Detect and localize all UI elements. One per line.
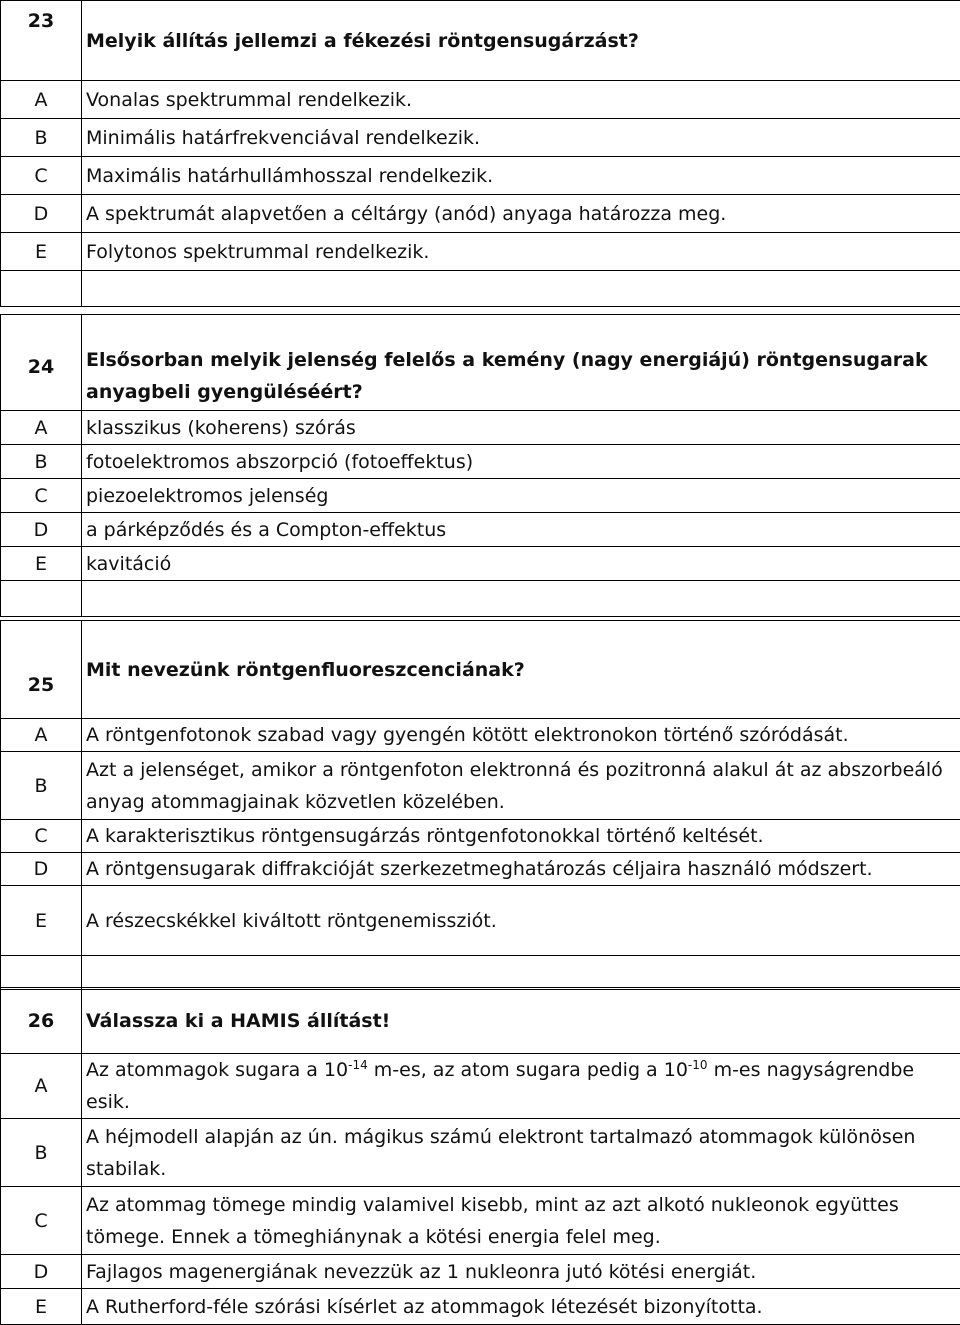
option-key: D: [1, 853, 82, 886]
exponent: -14: [348, 1058, 368, 1072]
option-key: B: [1, 119, 82, 157]
option-key: E: [1, 547, 82, 581]
question-number: 24: [1, 315, 82, 411]
exponent: -10: [688, 1058, 708, 1072]
option-text: A részecskékkel kiváltott röntgenemissziót.: [82, 886, 960, 956]
question-26-table: [0, 987, 960, 1325]
question-number: 26: [1, 988, 82, 1054]
question-prompt: Elsősorban melyik jelenség felelős a kemény (nagy energiájú) röntgensugarak anyagbeli gyengüléséért?: [82, 315, 960, 411]
option-key: E: [1, 1289, 82, 1325]
option-text: A Rutherford-féle szórási kísérlet az atommagok létezését bizonyította.: [82, 1289, 960, 1325]
option-key: C: [1, 1187, 82, 1255]
question-prompt: Mit nevezünk röntgenfluoreszcenciának?: [82, 621, 960, 719]
option-text: Folytonos spektrummal rendelkezik.: [82, 233, 960, 271]
option-key: C: [1, 157, 82, 195]
option-text: fotoelektromos abszorpció (fotoeffektus): [82, 445, 960, 479]
option-text: A spektrumát alapvetően a céltárgy (anód) anyaga határozza meg.: [82, 195, 960, 233]
option-key: A: [1, 1054, 82, 1119]
option-text-part: m-es, az atom sugara pedig a 10: [368, 1059, 688, 1081]
option-text: A karakterisztikus röntgensugárzás röntgenfotonokkal történő keltését.: [82, 820, 960, 853]
question-24-table: [0, 314, 960, 617]
option-text: [82, 1054, 960, 1119]
option-key: D: [1, 195, 82, 233]
option-key: A: [1, 411, 82, 445]
option-text-part: m-es nagyságrendbe esik.: [86, 1059, 914, 1113]
option-text: a párképződés és a Compton-effektus: [82, 513, 960, 547]
question-number: 25: [1, 621, 82, 719]
blank-cell: [1, 581, 82, 617]
option-key: C: [1, 820, 82, 853]
option-key: D: [1, 1255, 82, 1289]
blank-cell: [1, 956, 82, 990]
option-text: A héjmodell alapján az ún. mágikus számú elektront tartalmazó atommagok különösen stabilak.: [82, 1119, 960, 1187]
question-23-table: [0, 0, 960, 307]
option-key: D: [1, 513, 82, 547]
option-text: A röntgensugarak diffrakcióját szerkezetmeghatározás céljaira használó módszert.: [82, 853, 960, 886]
option-key: C: [1, 479, 82, 513]
option-key: B: [1, 1119, 82, 1187]
option-text-part: Az atommagok sugara a 10: [86, 1059, 348, 1081]
question-prompt: Válassza ki a HAMIS állítást!: [82, 988, 960, 1054]
blank-cell: [82, 581, 960, 617]
option-text: Vonalas spektrummal rendelkezik.: [82, 81, 960, 119]
option-key: A: [1, 81, 82, 119]
option-text: klasszikus (koherens) szórás: [82, 411, 960, 445]
option-text: Az atommag tömege mindig valamivel kisebb, mint az azt alkotó nukleonok együttes tömege. Ennek a tömeghiánynak a kötési energia felel meg.: [82, 1187, 960, 1255]
blank-cell: [82, 956, 960, 990]
question-number: 23: [1, 1, 82, 81]
option-text: kavitáció: [82, 547, 960, 581]
option-key: E: [1, 233, 82, 271]
blank-cell: [1, 271, 82, 307]
blank-cell: [82, 271, 960, 307]
option-text: Minimális határfrekvenciával rendelkezik.: [82, 119, 960, 157]
option-text: Fajlagos magenergiának nevezzük az 1 nukleonra jutó kötési energiát.: [82, 1255, 960, 1289]
question-prompt: Melyik állítás jellemzi a fékezési röntgensugárzást?: [82, 1, 960, 81]
option-text: Azt a jelenséget, amikor a röntgenfoton elektronná és pozitronná alakul át az abszorbeáló anyag atommagjainak közvetlen közelében.: [82, 752, 960, 820]
question-25-table: [0, 620, 960, 990]
option-key: E: [1, 886, 82, 956]
option-key: A: [1, 719, 82, 752]
option-text: A röntgenfotonok szabad vagy gyengén kötött elektronokon történő szóródását.: [82, 719, 960, 752]
option-text: piezoelektromos jelenség: [82, 479, 960, 513]
option-text: Maximális határhullámhosszal rendelkezik.: [82, 157, 960, 195]
option-key: B: [1, 445, 82, 479]
option-key: B: [1, 752, 82, 820]
